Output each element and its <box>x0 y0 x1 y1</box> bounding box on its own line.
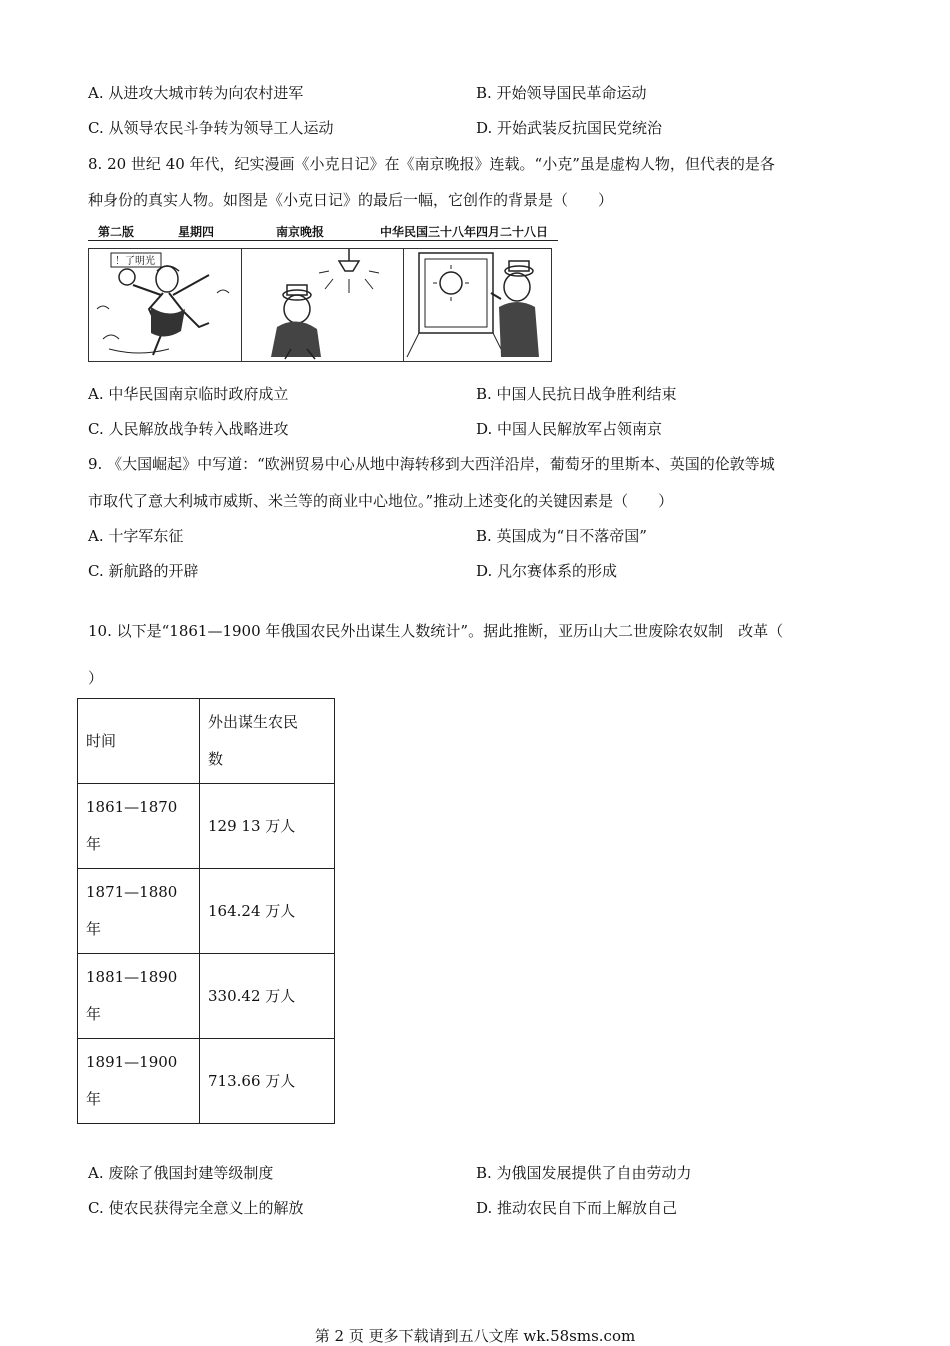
table-row <box>78 869 335 954</box>
comic-edition: 第二版 <box>98 225 135 239</box>
table-cell-period: 1881—1890 年 <box>78 954 200 1039</box>
q8-option-b: B. 中国人民抗日战争胜利结束 <box>476 385 677 403</box>
q8-stem-line2: 种身份的真实人物。如图是《小克日记》的最后一幅，它创作的背景是（ ） <box>88 191 614 209</box>
q9-option-a: A. 十字军东征 <box>88 527 184 545</box>
q9-option-d: D. 凡尔赛体系的形成 <box>476 562 618 580</box>
q8-stem-line1: 8. 20 世纪 40 年代，纪实漫画《小克日记》在《南京晚报》连载。“小克”虽是虚构人物，但代表的是各 <box>88 155 775 173</box>
q10-option-b: B. 为俄国发展提供了自由劳动力 <box>476 1164 692 1182</box>
table-header-row <box>78 699 335 784</box>
emigration-statistics-table <box>77 698 335 1124</box>
q9-option-c: C. 新航路的开辟 <box>88 562 199 580</box>
q10-option-c: C. 使农民获得完全意义上的解放 <box>88 1199 304 1217</box>
dancing-figure-illustration <box>89 249 241 361</box>
comic-date: 中华民国三十八年四月二十八日 <box>380 225 549 239</box>
comic-paper: 南京晚报 <box>276 225 325 239</box>
table-cell-count: 129 13 万人 <box>200 784 335 869</box>
comic-panel-3 <box>403 249 551 361</box>
table-cell-count: 713.66 万人 <box>200 1039 335 1124</box>
table-header-time: 时间 <box>78 699 200 784</box>
comic-header <box>88 222 558 241</box>
q7-option-a: A. 从进攻大城市转为向农村进军 <box>88 84 304 102</box>
q8-option-d: D. 中国人民解放军占领南京 <box>476 420 663 438</box>
comic-speech-text: ！了明光 <box>115 256 155 267</box>
q10-option-d: D. 推动农民自下而上解放自己 <box>476 1199 678 1217</box>
comic-panel-1 <box>89 249 242 361</box>
figure-under-lamp-illustration <box>241 249 403 361</box>
figure-at-window-illustration <box>403 249 551 361</box>
table-cell-count: 164.24 万人 <box>200 869 335 954</box>
table-cell-period: 1861—1870 年 <box>78 784 200 869</box>
q9-stem-line1: 9. 《大国崛起》中写道：“欧洲贸易中心从地中海转移到大西洋沿岸，葡萄牙的里斯本、英国的伦敦等城 <box>88 455 775 473</box>
comic-panel-2 <box>241 249 404 361</box>
q10-option-a: A. 废除了俄国封建等级制度 <box>88 1164 274 1182</box>
table-row <box>78 1039 335 1124</box>
table-cell-period: 1891—1900 年 <box>78 1039 200 1124</box>
q10-stem-line2: ） <box>88 669 104 687</box>
q7-option-b: B. 开始领导国民革命运动 <box>476 84 647 102</box>
table-header-count: 外出谋生农民 数 <box>200 699 335 784</box>
table-cell-count: 330.42 万人 <box>200 954 335 1039</box>
comic-strip <box>88 248 552 362</box>
q8-option-a: A. 中华民国南京临时政府成立 <box>88 385 289 403</box>
q7-option-d: D. 开始武装反抗国民党统治 <box>476 119 663 137</box>
q10-stem-line1: 10. 以下是“1861—1900 年俄国农民外出谋生人数统计”。据此推断，亚历山大二世废除农奴制 改革（ <box>88 622 784 640</box>
table-row <box>78 954 335 1039</box>
q9-stem-line2: 市取代了意大利城市威斯、米兰等的商业中心地位。”推动上述变化的关键因素是（ ） <box>88 492 674 510</box>
table-cell-period: 1871—1880 年 <box>78 869 200 954</box>
comic-weekday: 星期四 <box>178 225 215 239</box>
page-footer: 第 2 页 更多下载请到五八文库 wk.58sms.com <box>314 1327 636 1345</box>
q9-option-b: B. 英国成为“日不落帝国” <box>476 527 647 545</box>
q7-option-c: C. 从领导农民斗争转为领导工人运动 <box>88 119 334 137</box>
table-row <box>78 784 335 869</box>
q8-option-c: C. 人民解放战争转入战略进攻 <box>88 420 289 438</box>
